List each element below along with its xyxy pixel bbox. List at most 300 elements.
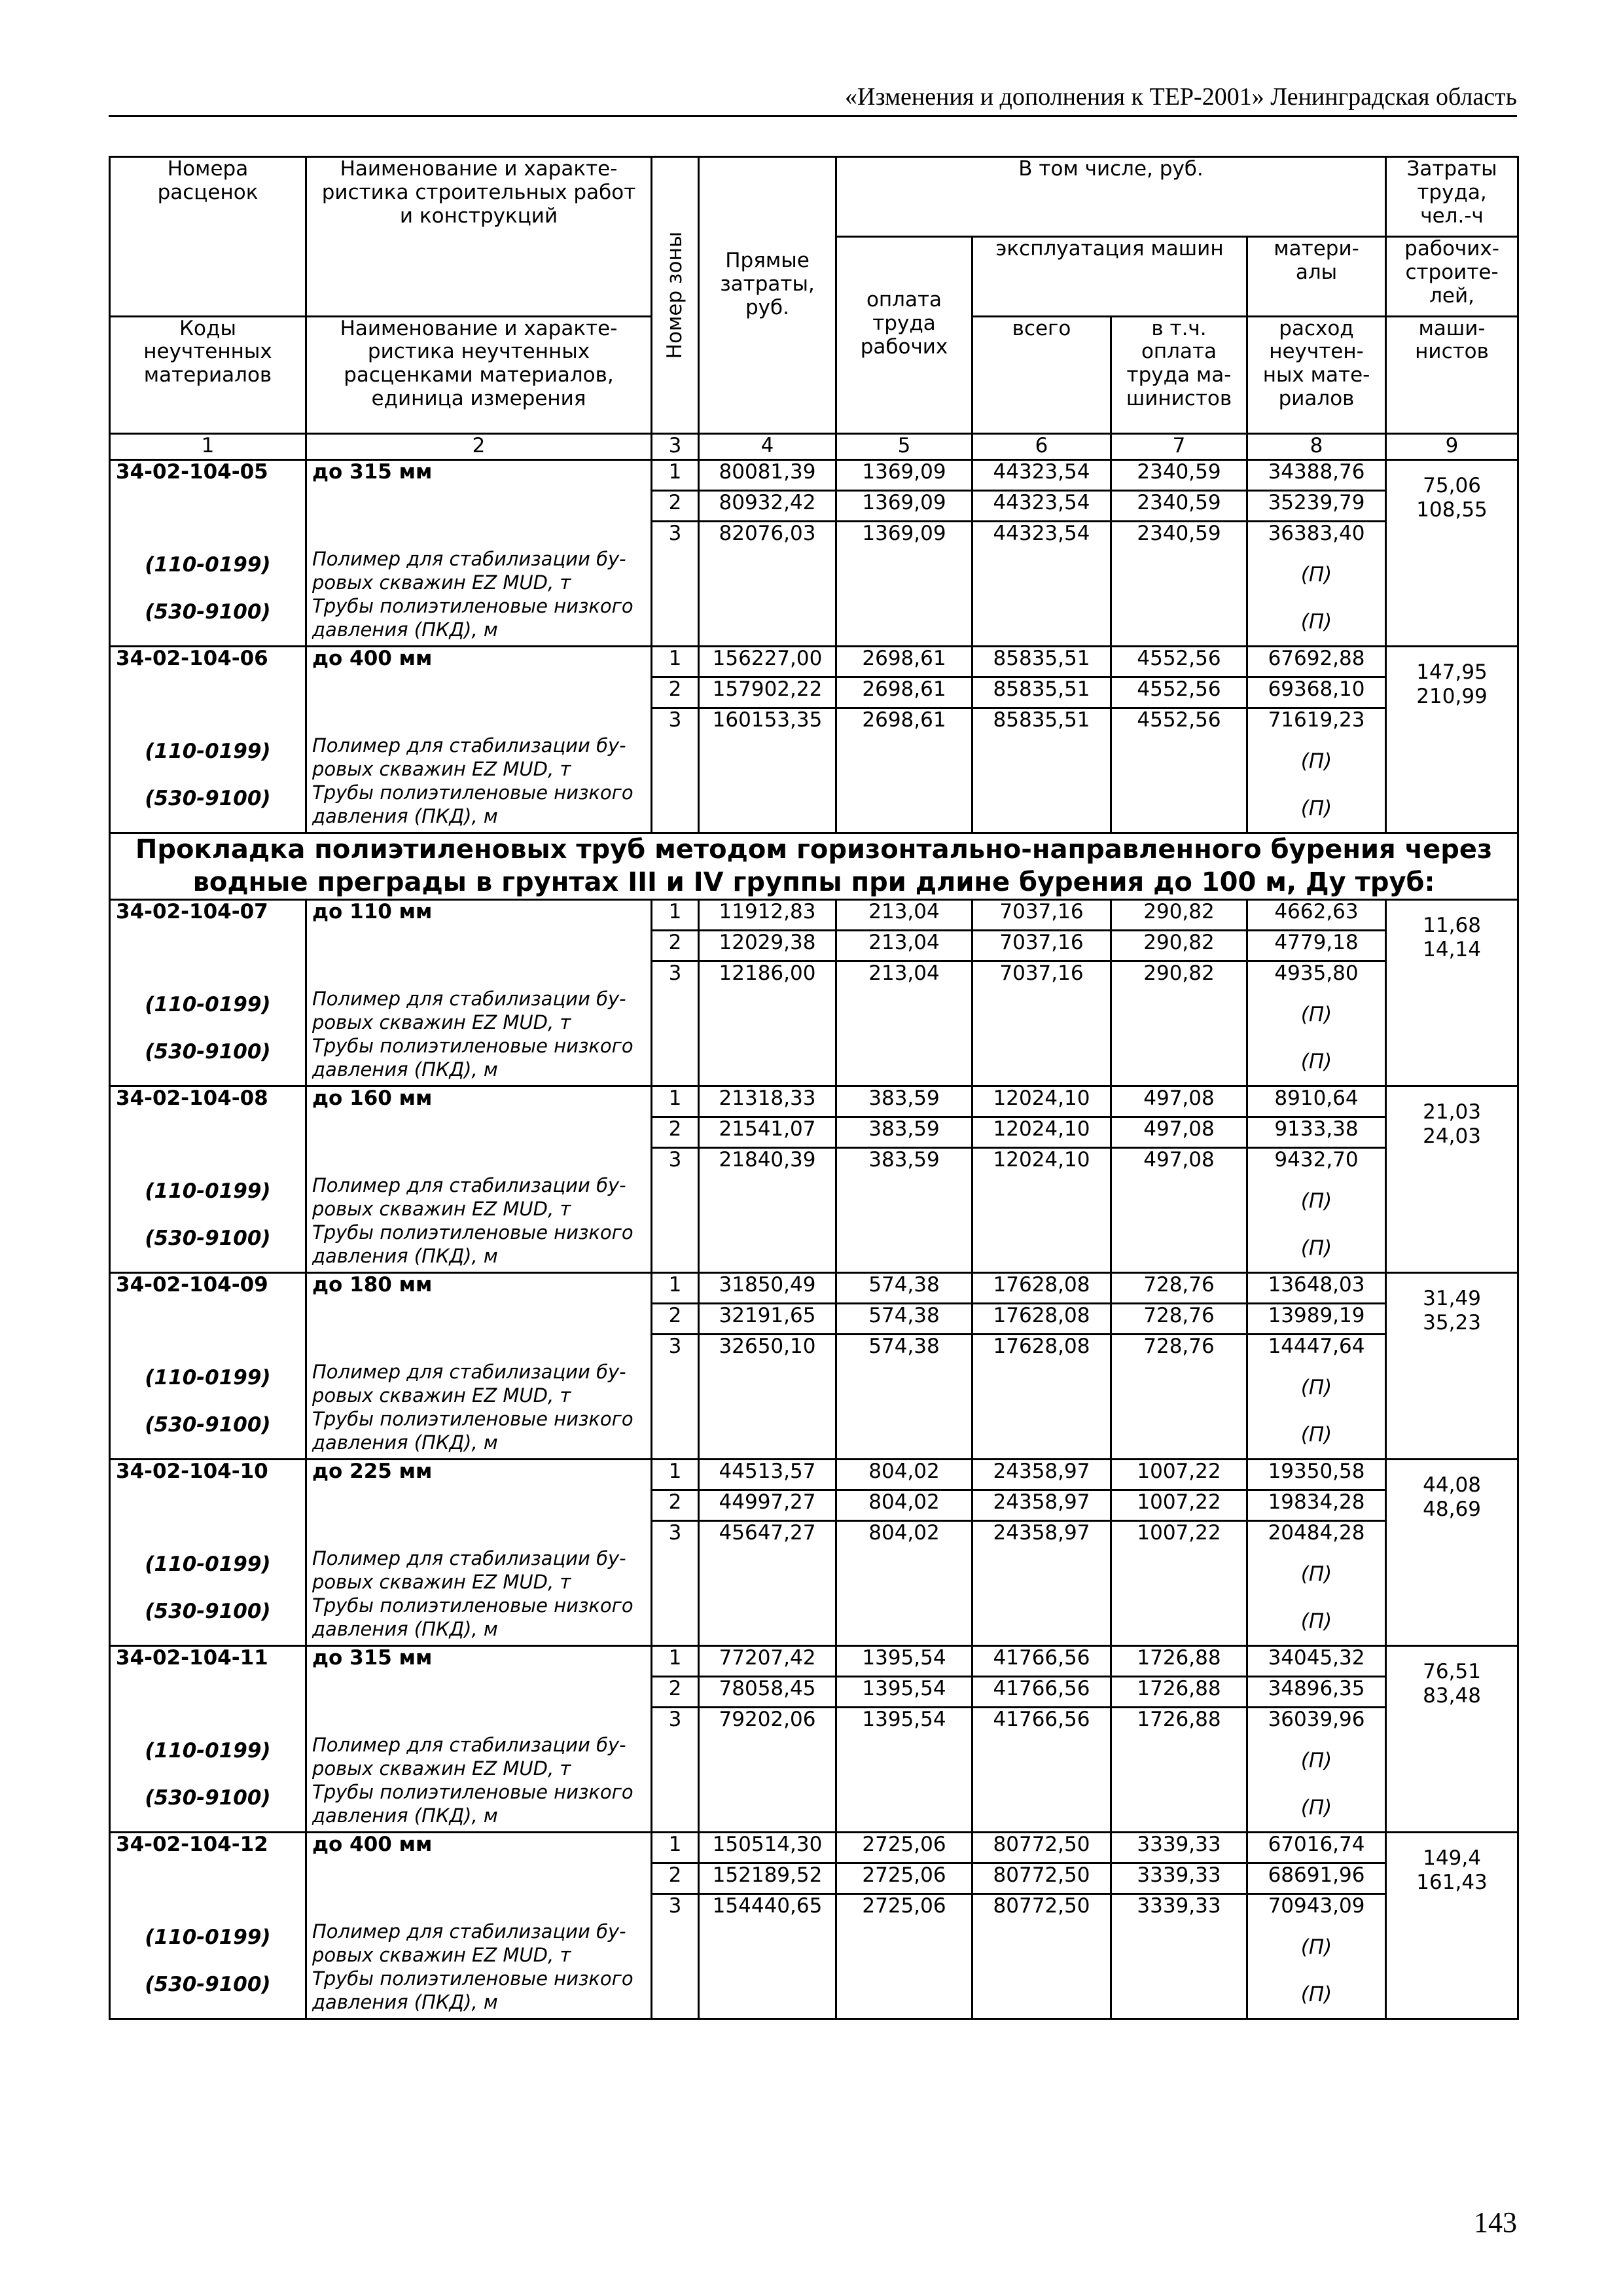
zone-number: 1 [668, 900, 682, 924]
rate-row [110, 647, 1518, 833]
unaccounted-mark: (П) [1300, 1236, 1332, 1261]
labor-machinists: 108,55 [1416, 498, 1488, 522]
materials-cost: 67692,88 [1268, 647, 1365, 670]
machine-cost: 24358,97 [993, 1521, 1090, 1545]
material-name: Трубы полиэтиленовые низкого давления (ПКД), м [312, 595, 633, 641]
operator-wages: 290,82 [1143, 931, 1215, 955]
zone-number-cell [652, 1646, 699, 1833]
labor-machinists: 14,14 [1423, 938, 1481, 962]
machine-cost: 44323,54 [993, 491, 1090, 514]
materials-cost: 69368,10 [1268, 677, 1365, 701]
labor-cell [1386, 1460, 1518, 1646]
zone-number: 2 [668, 677, 682, 701]
operator-wages: 290,82 [1143, 900, 1215, 924]
column-number: 1 [110, 434, 306, 460]
operator-wages: 1726,88 [1137, 1677, 1221, 1701]
materials-cost: 36039,96 [1268, 1708, 1365, 1732]
rate-name-cell [306, 1646, 652, 1833]
unaccounted-mark: (П) [1300, 1050, 1332, 1074]
worker-wages: 383,59 [868, 1086, 940, 1111]
header-unaccounted-consumption: расход неучтен- ных мате- риалов [1247, 316, 1386, 434]
material-name: Трубы полиэтиленовые низкого давления (ПКД), м [312, 1221, 633, 1268]
zone-number: 1 [668, 1833, 682, 1857]
column-number: 5 [836, 434, 972, 460]
zone-number: 3 [668, 1521, 682, 1545]
header-worker-wages: оплата труда рабочих [836, 237, 972, 434]
rate-code: 34-02-104-10 [116, 1460, 268, 1484]
direct-cost: 21541,07 [719, 1117, 816, 1141]
labor-builders: 76,51 [1423, 1660, 1481, 1684]
material-name: Полимер для стабилизации бу- ровых скважин EZ MUD, т [312, 1920, 626, 1967]
materials-cost: 4935,80 [1274, 961, 1359, 986]
worker-wages-cell [836, 460, 972, 647]
rate-row [110, 1833, 1518, 2019]
materials-cost: 68691,96 [1268, 1863, 1365, 1888]
worker-wages: 574,38 [868, 1304, 940, 1328]
zone-number-cell [652, 647, 699, 833]
worker-wages: 804,02 [868, 1460, 940, 1484]
direct-cost: 21318,33 [719, 1086, 816, 1111]
direct-cost: 154440,65 [712, 1894, 823, 1918]
header-builders: рабочих- строите- лей, [1386, 237, 1518, 317]
zone-number: 3 [668, 961, 682, 986]
direct-cost: 21840,39 [719, 1148, 816, 1172]
rate-code-cell [110, 1460, 306, 1646]
material-code: (110-0199) [145, 1552, 271, 1577]
worker-wages: 1395,54 [862, 1708, 946, 1732]
zone-number-cell [652, 1086, 699, 1273]
operator-wages: 497,08 [1143, 1086, 1215, 1111]
unaccounted-mark: (П) [1300, 1982, 1332, 2007]
worker-wages: 213,04 [868, 900, 940, 924]
direct-cost: 82076,03 [719, 522, 816, 545]
machine-cost: 80772,50 [993, 1863, 1090, 1888]
unaccounted-mark: (П) [1300, 1562, 1332, 1587]
header-zone-cell [652, 157, 699, 434]
machine-cost-cell [972, 1646, 1111, 1833]
operator-wages: 728,76 [1143, 1335, 1215, 1359]
direct-cost-cell [699, 1460, 836, 1646]
operator-wages: 1007,22 [1137, 1460, 1221, 1484]
materials-cost: 4662,63 [1274, 900, 1359, 924]
direct-cost-cell [699, 647, 836, 833]
labor-cell [1386, 1833, 1518, 2019]
rate-code: 34-02-104-11 [116, 1646, 268, 1670]
direct-cost: 44513,57 [719, 1460, 816, 1484]
rate-name: до 180 мм [312, 1273, 433, 1297]
material-name: Трубы полиэтиленовые низкого давления (ПКД), м [312, 1408, 633, 1454]
header-rate-numbers: Номера расценок [110, 157, 306, 317]
material-code: (110-0199) [145, 993, 271, 1017]
worker-wages: 574,38 [868, 1273, 940, 1297]
worker-wages: 213,04 [868, 961, 940, 986]
operator-wages-cell [1111, 900, 1247, 1086]
materials-cost: 34045,32 [1268, 1646, 1365, 1670]
unaccounted-mark: (П) [1300, 797, 1332, 820]
direct-cost: 11912,83 [719, 900, 816, 924]
machine-cost: 85835,51 [993, 708, 1090, 732]
rate-name-cell [306, 460, 652, 647]
unaccounted-mark: (П) [1300, 749, 1332, 773]
rate-row [110, 1086, 1518, 1273]
column-number: 8 [1247, 434, 1386, 460]
materials-cost: 19350,58 [1268, 1460, 1365, 1484]
machine-cost-cell [972, 900, 1111, 1086]
zone-number-cell [652, 1833, 699, 2019]
labor-machinists: 83,48 [1423, 1684, 1481, 1708]
rate-code-cell [110, 1646, 306, 1833]
zone-number: 1 [668, 1273, 682, 1297]
machine-cost: 85835,51 [993, 647, 1090, 670]
running-header: «Изменения и дополнения к ТЕР-2001» Ленинградская область [845, 83, 1517, 111]
direct-cost: 32191,65 [719, 1304, 816, 1328]
labor-builders: 21,03 [1423, 1100, 1481, 1124]
operator-wages: 1007,22 [1137, 1521, 1221, 1545]
worker-wages: 2698,61 [862, 647, 946, 670]
material-code: (530-9100) [145, 1973, 271, 1997]
operator-wages: 497,08 [1143, 1148, 1215, 1172]
operator-wages: 2340,59 [1137, 491, 1221, 514]
labor-builders: 75,06 [1423, 474, 1481, 497]
labor-builders: 11,68 [1423, 914, 1481, 938]
labor-machinists: 48,69 [1423, 1498, 1481, 1522]
rate-name-cell [306, 647, 652, 833]
unaccounted-mark: (П) [1300, 610, 1332, 634]
direct-cost: 80932,42 [719, 491, 816, 514]
rate-name: до 225 мм [312, 1460, 433, 1484]
worker-wages-cell [836, 900, 972, 1086]
machine-cost: 24358,97 [993, 1460, 1090, 1484]
rate-name-cell [306, 1833, 652, 2019]
operator-wages: 4552,56 [1137, 677, 1221, 701]
labor-cell [1386, 1086, 1518, 1273]
rate-code-cell [110, 900, 306, 1086]
rate-name: до 315 мм [312, 1646, 433, 1670]
direct-cost: 152189,52 [712, 1863, 823, 1888]
rate-row [110, 1460, 1518, 1646]
section-title: Прокладка полиэтиленовых труб методом горизонтально-направленного бурения через водные преграды в грунтах III и IV группы при длине бурения до 100 м, Ду труб: [110, 833, 1518, 900]
machine-cost-cell [972, 1460, 1111, 1646]
machine-cost: 41766,56 [993, 1646, 1090, 1670]
rate-code: 34-02-104-06 [116, 647, 268, 670]
labor-machinists: 210,99 [1416, 685, 1488, 709]
machine-cost: 17628,08 [993, 1304, 1090, 1328]
header-direct-costs: Прямые затраты, руб. [699, 157, 836, 434]
material-name: Полимер для стабилизации бу- ровых скважин EZ MUD, т [312, 1174, 626, 1221]
machine-cost: 12024,10 [993, 1148, 1090, 1172]
materials-cost: 9432,70 [1274, 1148, 1359, 1172]
worker-wages: 804,02 [868, 1521, 940, 1545]
worker-wages: 1395,54 [862, 1646, 946, 1670]
machine-cost: 44323,54 [993, 460, 1090, 484]
rate-code: 34-02-104-08 [116, 1086, 268, 1111]
machine-cost: 7037,16 [999, 961, 1084, 986]
direct-cost: 77207,42 [719, 1646, 816, 1670]
worker-wages: 2725,06 [862, 1833, 946, 1857]
material-code: (530-9100) [145, 1227, 271, 1251]
zone-number: 1 [668, 460, 682, 484]
materials-cost: 70943,09 [1268, 1894, 1365, 1918]
labor-cell [1386, 900, 1518, 1086]
materials-cost: 71619,23 [1268, 708, 1365, 732]
zone-number: 1 [668, 1646, 682, 1670]
price-table [109, 156, 1519, 2020]
worker-wages-cell [836, 1086, 972, 1273]
worker-wages-cell [836, 1460, 972, 1646]
rate-name: до 315 мм [312, 460, 433, 484]
labor-builders: 44,08 [1423, 1473, 1481, 1498]
machine-cost: 80772,50 [993, 1833, 1090, 1857]
operator-wages-cell [1111, 1086, 1247, 1273]
machine-cost-cell [972, 1273, 1111, 1460]
operator-wages: 728,76 [1143, 1273, 1215, 1297]
machine-cost: 80772,50 [993, 1894, 1090, 1918]
zone-number: 3 [668, 1894, 682, 1918]
worker-wages: 2725,06 [862, 1863, 946, 1888]
material-name: Полимер для стабилизации бу- ровых скважин EZ MUD, т [312, 1361, 626, 1407]
zone-number-cell [652, 900, 699, 1086]
header-work-name: Наименование и характе- ристика строительных работ и конструкций [306, 157, 652, 317]
operator-wages: 1007,22 [1137, 1490, 1221, 1515]
operator-wages-cell [1111, 1833, 1247, 2019]
worker-wages: 383,59 [868, 1117, 940, 1141]
unaccounted-mark: (П) [1300, 1609, 1332, 1634]
operator-wages-cell [1111, 1646, 1247, 1833]
operator-wages: 3339,33 [1137, 1863, 1221, 1888]
column-number: 6 [972, 434, 1111, 460]
column-number: 4 [699, 434, 836, 460]
zone-number: 2 [668, 1304, 682, 1328]
unaccounted-mark: (П) [1300, 1376, 1332, 1400]
machine-cost-cell [972, 647, 1111, 833]
materials-cell [1247, 1086, 1386, 1273]
worker-wages-cell [836, 1273, 972, 1460]
rate-name: до 160 мм [312, 1086, 433, 1111]
operator-wages-cell [1111, 1273, 1247, 1460]
material-code: (530-9100) [145, 1600, 271, 1624]
labor-cell [1386, 1646, 1518, 1833]
rate-name-cell [306, 1273, 652, 1460]
direct-cost: 45647,27 [719, 1521, 816, 1545]
material-name: Трубы полиэтиленовые низкого давления (ПКД), м [312, 1781, 633, 1827]
worker-wages-cell [836, 1833, 972, 2019]
direct-cost: 80081,39 [719, 460, 816, 484]
material-name: Полимер для стабилизации бу- ровых скважин EZ MUD, т [312, 548, 626, 594]
unaccounted-mark: (П) [1300, 1423, 1332, 1447]
worker-wages: 1395,54 [862, 1677, 946, 1701]
materials-cost: 35239,79 [1268, 491, 1365, 514]
materials-cost: 4779,18 [1274, 931, 1359, 955]
material-code: (530-9100) [145, 1786, 271, 1810]
column-number: 7 [1111, 434, 1247, 460]
materials-cost: 9133,38 [1274, 1117, 1359, 1141]
material-name: Трубы полиэтиленовые низкого давления (ПКД), м [312, 781, 633, 827]
operator-wages: 2340,59 [1137, 522, 1221, 545]
material-code: (530-9100) [145, 600, 271, 624]
direct-cost-cell [699, 1273, 836, 1460]
material-name: Полимер для стабилизации бу- ровых скважин EZ MUD, т [312, 1734, 626, 1780]
zone-number: 1 [668, 1086, 682, 1111]
column-number: 2 [306, 434, 652, 460]
direct-cost: 150514,30 [712, 1833, 823, 1857]
rate-name-cell [306, 1086, 652, 1273]
header-materials: матери- алы [1247, 237, 1386, 317]
direct-cost: 12186,00 [719, 961, 816, 986]
direct-cost: 12029,38 [719, 931, 816, 955]
materials-cost: 34388,76 [1268, 460, 1365, 484]
rate-code-cell [110, 460, 306, 647]
materials-cost: 20484,28 [1268, 1521, 1365, 1545]
worker-wages: 213,04 [868, 931, 940, 955]
machine-cost: 12024,10 [993, 1086, 1090, 1111]
unaccounted-mark: (П) [1300, 1189, 1332, 1213]
materials-cell [1247, 460, 1386, 647]
zone-number: 2 [668, 1117, 682, 1141]
zone-number: 3 [668, 522, 682, 545]
zone-number: 1 [668, 1460, 682, 1484]
rate-row [110, 900, 1518, 1086]
material-code: (110-0199) [145, 740, 271, 763]
material-code: (110-0199) [145, 1366, 271, 1390]
zone-number: 2 [668, 1863, 682, 1888]
column-number: 9 [1386, 434, 1518, 460]
materials-cell [1247, 1833, 1386, 2019]
machine-cost: 7037,16 [999, 900, 1084, 924]
zone-number: 3 [668, 1148, 682, 1172]
rate-code: 34-02-104-07 [116, 900, 268, 924]
rate-name-cell [306, 900, 652, 1086]
header-zone: Номер зоны [662, 231, 687, 359]
machine-cost: 85835,51 [993, 677, 1090, 701]
worker-wages: 804,02 [868, 1490, 940, 1515]
worker-wages: 2725,06 [862, 1894, 946, 1918]
materials-cell [1247, 1646, 1386, 1833]
materials-cell [1247, 1273, 1386, 1460]
worker-wages: 2698,61 [862, 677, 946, 701]
material-name: Трубы полиэтиленовые низкого давления (ПКД), м [312, 1594, 633, 1641]
material-code: (530-9100) [145, 787, 271, 810]
machine-cost: 44323,54 [993, 522, 1090, 545]
header-unaccounted-codes: Коды неучтенных материалов [110, 316, 306, 434]
header-including: В том числе, руб. [836, 157, 1386, 237]
material-code: (110-0199) [145, 1739, 271, 1763]
machine-cost: 7037,16 [999, 931, 1084, 955]
operator-wages-cell [1111, 460, 1247, 647]
direct-cost: 32650,10 [719, 1335, 816, 1359]
materials-cell [1247, 1460, 1386, 1646]
section-heading-body [110, 833, 1518, 900]
material-code: (530-9100) [145, 1040, 271, 1064]
zone-number: 3 [668, 708, 682, 732]
rate-name: до 400 мм [312, 1833, 433, 1857]
unaccounted-mark: (П) [1300, 1935, 1332, 1960]
operator-wages: 4552,56 [1137, 708, 1221, 732]
labor-builders: 31,49 [1423, 1287, 1481, 1311]
materials-cost: 8910,64 [1274, 1086, 1359, 1111]
labor-cell [1386, 460, 1518, 647]
machine-cost: 17628,08 [993, 1335, 1090, 1359]
direct-cost: 156227,00 [712, 647, 823, 670]
zone-number: 3 [668, 1708, 682, 1732]
material-name: Трубы полиэтиленовые низкого давления (ПКД), м [312, 1967, 633, 2014]
unaccounted-mark: (П) [1300, 563, 1332, 586]
machine-cost: 41766,56 [993, 1677, 1090, 1701]
labor-machinists: 24,03 [1423, 1124, 1481, 1149]
rate-name: до 400 мм [312, 647, 433, 670]
materials-cost: 13989,19 [1268, 1304, 1365, 1328]
rate-name: до 110 мм [312, 900, 433, 924]
worker-wages: 1369,09 [862, 491, 946, 514]
operator-wages: 497,08 [1143, 1117, 1215, 1141]
worker-wages: 1369,09 [862, 522, 946, 545]
rate-row [110, 460, 1518, 647]
machine-cost: 12024,10 [993, 1117, 1090, 1141]
operator-wages-cell [1111, 1460, 1247, 1646]
machine-cost-cell [972, 1833, 1111, 2019]
operator-wages: 3339,33 [1137, 1894, 1221, 1918]
header-machinists: маши- нистов [1386, 316, 1518, 434]
materials-cost: 34896,35 [1268, 1677, 1365, 1701]
operator-wages: 2340,59 [1137, 460, 1221, 484]
worker-wages: 383,59 [868, 1148, 940, 1172]
machine-cost: 41766,56 [993, 1708, 1090, 1732]
operator-wages: 3339,33 [1137, 1833, 1221, 1857]
direct-cost-cell [699, 900, 836, 1086]
materials-cost: 36383,40 [1268, 522, 1365, 545]
direct-cost: 157902,22 [712, 677, 823, 701]
direct-cost-cell [699, 1833, 836, 2019]
direct-cost: 44997,27 [719, 1490, 816, 1515]
materials-cost: 14447,64 [1268, 1335, 1365, 1359]
operator-wages: 290,82 [1143, 961, 1215, 986]
header-rule [109, 115, 1517, 117]
zone-number: 2 [668, 1490, 682, 1515]
rate-code-cell [110, 1086, 306, 1273]
materials-cost: 13648,03 [1268, 1273, 1365, 1297]
zone-number-cell [652, 460, 699, 647]
header-unaccounted-name: Наименование и характе- ристика неучтенных расценками материалов, единица измерения [306, 316, 652, 434]
labor-builders: 147,95 [1416, 660, 1488, 684]
worker-wages-cell [836, 647, 972, 833]
rate-name-cell [306, 1460, 652, 1646]
header-labor-costs: Затраты труда, чел.-ч [1386, 157, 1518, 237]
worker-wages-cell [836, 1646, 972, 1833]
materials-cell [1247, 900, 1386, 1086]
materials-cost: 19834,28 [1268, 1490, 1365, 1515]
rate-code: 34-02-104-05 [116, 460, 268, 484]
unaccounted-mark: (П) [1300, 1749, 1332, 1773]
zone-number: 2 [668, 1677, 682, 1701]
materials-cost: 67016,74 [1268, 1833, 1365, 1857]
zone-number: 1 [668, 647, 682, 670]
operator-wages-cell [1111, 647, 1247, 833]
worker-wages: 1369,09 [862, 460, 946, 484]
direct-cost: 160153,35 [712, 708, 823, 732]
rate-code-cell [110, 1833, 306, 2019]
zone-number: 2 [668, 931, 682, 955]
material-name: Полимер для стабилизации бу- ровых скважин EZ MUD, т [312, 734, 626, 780]
direct-cost: 79202,06 [719, 1708, 816, 1732]
header-operators-wages: в т.ч. оплата труда ма- шинистов [1111, 316, 1247, 434]
direct-cost-cell [699, 460, 836, 647]
material-code: (110-0199) [145, 1926, 271, 1950]
header-total: всего [972, 316, 1111, 434]
page-number: 143 [1474, 2206, 1517, 2238]
zone-number: 2 [668, 491, 682, 514]
column-number: 3 [652, 434, 699, 460]
materials-cell [1247, 647, 1386, 833]
rate-code-cell [110, 1273, 306, 1460]
